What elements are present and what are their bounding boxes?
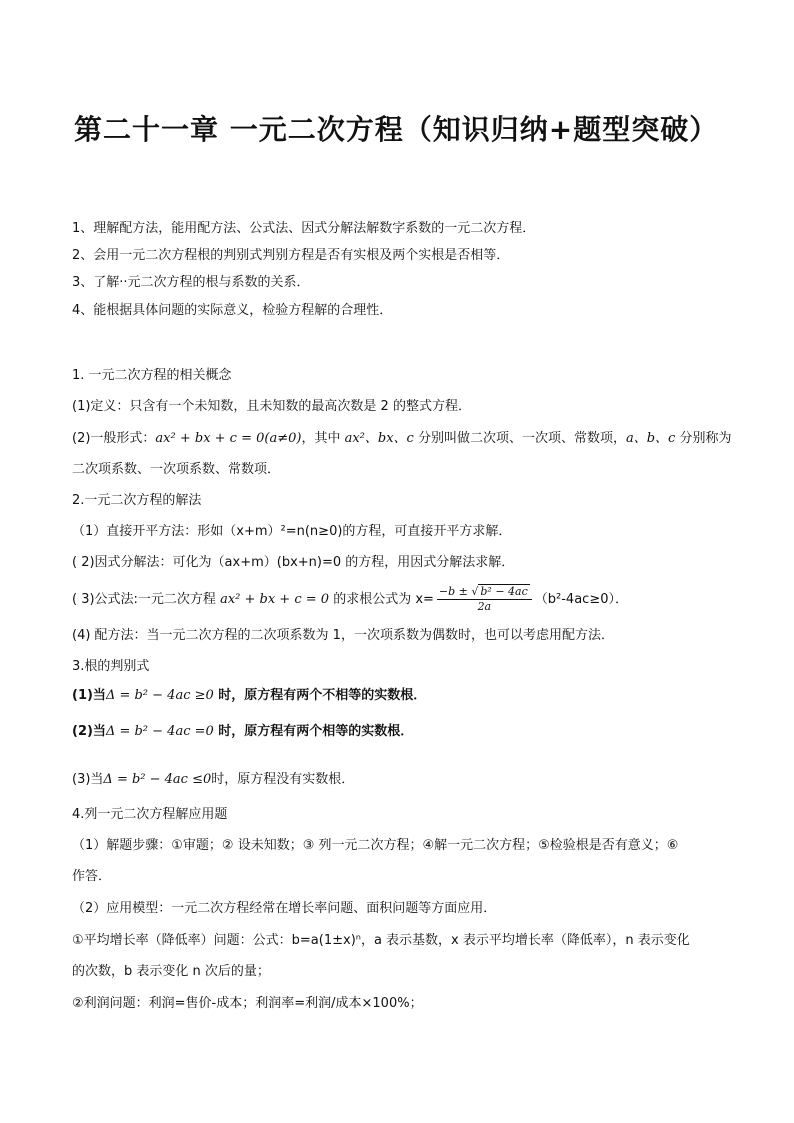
- formula-equation: ax² + bx + c = 0: [215, 592, 334, 607]
- objective-4: 4、能根据具体问题的实际意义，检验方程解的合理性．: [72, 303, 393, 318]
- section-1-heading: 1. 一元二次方程的相关概念: [72, 368, 232, 383]
- case-3-expression: Δ = b² − 4ac ≤0: [103, 772, 212, 787]
- general-form-line-1: [72, 430, 732, 448]
- general-form-label: (2)一般形式：: [72, 431, 156, 446]
- formula-condition: （b²-4ac≥0）．: [534, 592, 628, 607]
- general-form-equation: ax² + bx + c = 0(a≠0): [155, 431, 302, 446]
- discriminant-case-2: [72, 723, 413, 741]
- general-form-text-c: 分别叫做二次项、一次项、常数项，: [417, 431, 626, 446]
- objective-3: 3、了解··元二次方程的根与系数的关系．: [72, 275, 310, 290]
- section-3-heading: 3.根的判别式: [72, 659, 150, 674]
- formula-radicand: b² − 4ac: [480, 585, 528, 598]
- case-1-expression: Δ = b² − 4ac ≥0: [105, 688, 214, 703]
- solution-steps-end: 作答．: [72, 869, 112, 884]
- page-title: 第二十一章 一元二次方程（知识归纳+题型突破）: [74, 113, 719, 146]
- method-formula: [72, 583, 628, 617]
- case-3-label: (3)当: [72, 772, 104, 787]
- sqrt-icon: √: [471, 585, 479, 598]
- case-2-text: 时，原方程有两个相等的实数根．: [213, 724, 414, 739]
- discriminant-case-3: [72, 771, 354, 789]
- method-direct-root: （1）直接开平方法：形如（x+m）²=n(n≥0)的方程，可直接开平方求解．: [72, 524, 512, 539]
- section-2-heading: 2.一元二次方程的解法: [72, 493, 202, 508]
- section-4-heading: 4.列一元二次方程解应用题: [72, 807, 228, 822]
- solution-steps: （1）解题步骤：①审题；② 设未知数；③ 列一元二次方程；④解一元二次方程；⑤检验根是否有意义；⑥: [72, 838, 679, 853]
- definition-text: (1)定义：只含有一个未知数，且未知数的最高次数是 2 的整式方程．: [72, 399, 471, 414]
- growth-rate-line-1: ①平均增长率（降低率）问题：公式：b=a(1±x)ⁿ，a 表示基数，x 表示平均增长率（降低率），n 表示变化: [72, 933, 690, 948]
- case-2-expression: Δ = b² − 4ac =0: [105, 724, 214, 739]
- formula-denominator: 2a: [477, 600, 492, 613]
- method-factoring: ( 2)因式分解法：可化为（ax+m）(bx+n)=0 的方程，用因式分解法求解．: [72, 555, 515, 570]
- case-2-label: (2)当: [72, 724, 106, 739]
- profit-problem: ②利润问题：利润=售价-成本；利润率=利润/成本×100%；: [72, 996, 423, 1011]
- case-1-text: 时，原方程有两个不相等的实数根．: [213, 688, 427, 703]
- general-form-terms: ax²、bx、c: [340, 431, 418, 446]
- growth-rate-line-2: 的次数，b 表示变化 n 次后的量；: [72, 964, 270, 979]
- case-3-text: 时，原方程没有实数根．: [211, 772, 355, 787]
- formula-text: 的求根公式为 x=: [333, 592, 434, 607]
- formula-numerator: −b ±: [438, 585, 472, 598]
- quadratic-formula-fraction: [437, 585, 532, 614]
- application-models: （2）应用模型：一元二次方程经常在增长率问题、面积问题等方面应用．: [72, 901, 497, 916]
- general-form-text-b: ，其中: [301, 431, 341, 446]
- general-form-text-d: 分别称为: [679, 431, 732, 446]
- case-1-label: (1)当: [72, 688, 106, 703]
- general-form-coefficients: a、b、c: [625, 431, 680, 446]
- discriminant-case-1: [72, 687, 426, 705]
- general-form-line-2: 二次项系数、一次项系数、常数项．: [72, 462, 281, 477]
- objective-2: 2、会用一元二次方程根的判别式判别方程是否有实根及两个实根是否相等．: [72, 248, 510, 263]
- formula-label: ( 3)公式法:一元二次方程: [72, 592, 216, 607]
- objective-1: 1、理解配方法，能用配方法、公式法、因式分解法解数字系数的一元二次方程．: [72, 221, 536, 236]
- method-completing-square: (4) 配方法：当一元二次方程的二次项系数为 1，一次项系数为偶数时，也可以考虑用配方法．: [72, 628, 614, 643]
